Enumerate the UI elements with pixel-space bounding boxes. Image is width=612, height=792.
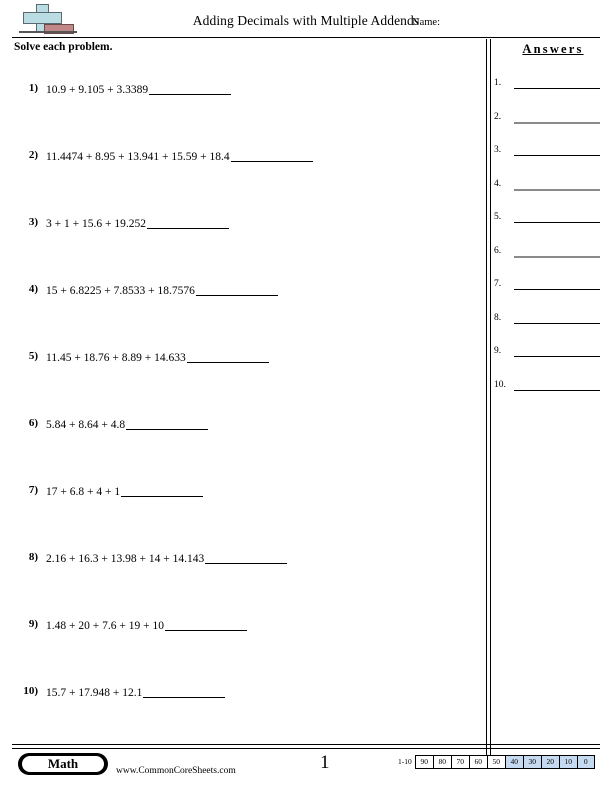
problem-item <box>14 618 474 685</box>
answer-number: 9. <box>494 346 502 356</box>
footer-divider-thin <box>12 748 600 749</box>
problem-number: 9) <box>28 618 38 630</box>
problem-item <box>14 417 474 484</box>
problem-number: 6) <box>28 417 38 429</box>
answer-number: 6. <box>494 245 502 256</box>
problem-answer-blank[interactable] <box>205 551 287 564</box>
problem-number: 5) <box>28 350 38 362</box>
problem-number: 3) <box>28 216 38 228</box>
problem-item <box>14 149 474 216</box>
problem-answer-blank[interactable] <box>187 350 269 363</box>
problem-number: 4) <box>28 283 38 295</box>
header-divider <box>12 37 600 38</box>
answer-row <box>494 76 610 110</box>
answers-list <box>494 76 610 411</box>
logo-baseline <box>19 31 77 33</box>
answer-number: 8. <box>494 312 502 323</box>
math-subject-badge <box>18 753 108 775</box>
problem-expression: 15 + 6.8225 + 7.8533 + 18.7576 <box>46 285 195 297</box>
grading-scale-box: 90 <box>415 755 433 769</box>
answer-number: 10. <box>494 379 506 390</box>
problem-expression: 11.45 + 18.76 + 8.89 + 14.633 <box>46 352 186 364</box>
answer-blank[interactable] <box>514 256 600 258</box>
answer-blank[interactable] <box>514 323 600 324</box>
grading-scale-box: 40 <box>505 755 523 769</box>
problem-expression-wrap <box>46 82 231 96</box>
page-header <box>0 0 612 38</box>
answer-blank[interactable] <box>514 189 600 191</box>
grading-scale-box: 20 <box>541 755 559 769</box>
answer-row <box>494 344 610 378</box>
answer-row <box>494 378 610 412</box>
instruction-text: Solve each problem. <box>14 41 113 53</box>
answer-row <box>494 143 610 177</box>
grading-scale-box: 80 <box>433 755 451 769</box>
name-field-label: Name: <box>412 17 440 28</box>
problem-item <box>14 685 474 752</box>
grading-scale-box: 70 <box>451 755 469 769</box>
problem-answer-blank[interactable] <box>165 618 247 631</box>
problem-expression-wrap <box>46 685 225 699</box>
answer-blank[interactable] <box>514 390 600 391</box>
problem-number: 2) <box>28 149 38 161</box>
math-badge-label: Math <box>22 756 104 772</box>
answer-row <box>494 210 610 244</box>
problem-expression: 1.48 + 20 + 7.6 + 19 + 10 <box>46 620 164 632</box>
problem-expression: 17 + 6.8 + 4 + 1 <box>46 486 121 498</box>
column-divider-outer <box>486 39 487 761</box>
problem-item <box>14 551 474 618</box>
problem-answer-blank[interactable] <box>196 283 278 296</box>
problem-expression: 11.4474 + 8.95 + 13.941 + 15.59 + 18.4 <box>46 151 230 163</box>
problem-answer-blank[interactable] <box>126 417 208 430</box>
problem-expression-wrap <box>46 149 313 163</box>
problem-expression-wrap <box>46 350 269 364</box>
grading-scale-box: 60 <box>469 755 487 769</box>
answer-row <box>494 311 610 345</box>
problem-expression: 2.16 + 16.3 + 13.98 + 14 + 14.143 <box>46 553 205 565</box>
problem-expression-wrap <box>46 551 287 565</box>
problem-expression: 10.9 + 9.105 + 3.3389 <box>46 84 149 96</box>
grading-scale <box>398 755 595 769</box>
answer-blank[interactable] <box>514 88 600 89</box>
answer-number: 1. <box>494 78 502 88</box>
answer-blank[interactable] <box>514 155 600 156</box>
problem-number: 7) <box>28 484 38 496</box>
answers-heading: Answers <box>522 42 584 56</box>
answer-blank[interactable] <box>514 222 600 223</box>
problem-expression-wrap <box>46 417 208 431</box>
problem-item <box>14 283 474 350</box>
problem-expression-wrap <box>46 618 247 632</box>
grading-scale-box: 10 <box>559 755 577 769</box>
answer-row <box>494 244 610 278</box>
problem-expression-wrap <box>46 283 278 297</box>
answer-number: 4. <box>494 178 502 189</box>
grading-scale-label: 1-10 <box>398 757 412 766</box>
problem-item <box>14 82 474 149</box>
problem-expression: 5.84 + 8.64 + 4.8 <box>46 419 126 431</box>
grading-scale-box: 30 <box>523 755 541 769</box>
answer-number: 2. <box>494 111 502 122</box>
problem-answer-blank[interactable] <box>121 484 203 497</box>
problem-expression-wrap <box>46 216 229 230</box>
problem-answer-blank[interactable] <box>231 149 313 162</box>
problem-expression-wrap <box>46 484 203 498</box>
problem-answer-blank[interactable] <box>147 216 229 229</box>
answer-blank[interactable] <box>514 356 600 357</box>
answer-number: 5. <box>494 212 502 222</box>
column-divider-inner <box>490 39 491 761</box>
answer-row <box>494 177 610 211</box>
problems-list <box>14 82 474 752</box>
page-number: 1 <box>320 752 330 773</box>
answer-number: 3. <box>494 145 502 155</box>
answer-blank[interactable] <box>514 289 600 290</box>
answer-row <box>494 277 610 311</box>
problem-number: 8) <box>28 551 38 563</box>
answer-number: 7. <box>494 279 502 289</box>
answer-blank[interactable] <box>514 122 600 124</box>
problem-expression: 3 + 1 + 15.6 + 19.252 <box>46 218 146 230</box>
footer-divider-thick <box>12 744 600 745</box>
problem-number: 10) <box>23 685 38 697</box>
problem-item <box>14 216 474 283</box>
answer-row <box>494 110 610 144</box>
site-url-text: www.CommonCoreSheets.com <box>116 766 236 776</box>
problem-item <box>14 350 474 417</box>
grading-scale-box: 0 <box>577 755 595 769</box>
problem-item <box>14 484 474 551</box>
grading-scale-box: 50 <box>487 755 505 769</box>
page-title: Adding Decimals with Multiple Addends <box>192 13 420 28</box>
problem-number: 1) <box>28 82 38 94</box>
problem-answer-blank[interactable] <box>149 82 231 95</box>
problem-expression: 15.7 + 17.948 + 12.1 <box>46 687 143 699</box>
problem-answer-blank[interactable] <box>143 685 225 698</box>
